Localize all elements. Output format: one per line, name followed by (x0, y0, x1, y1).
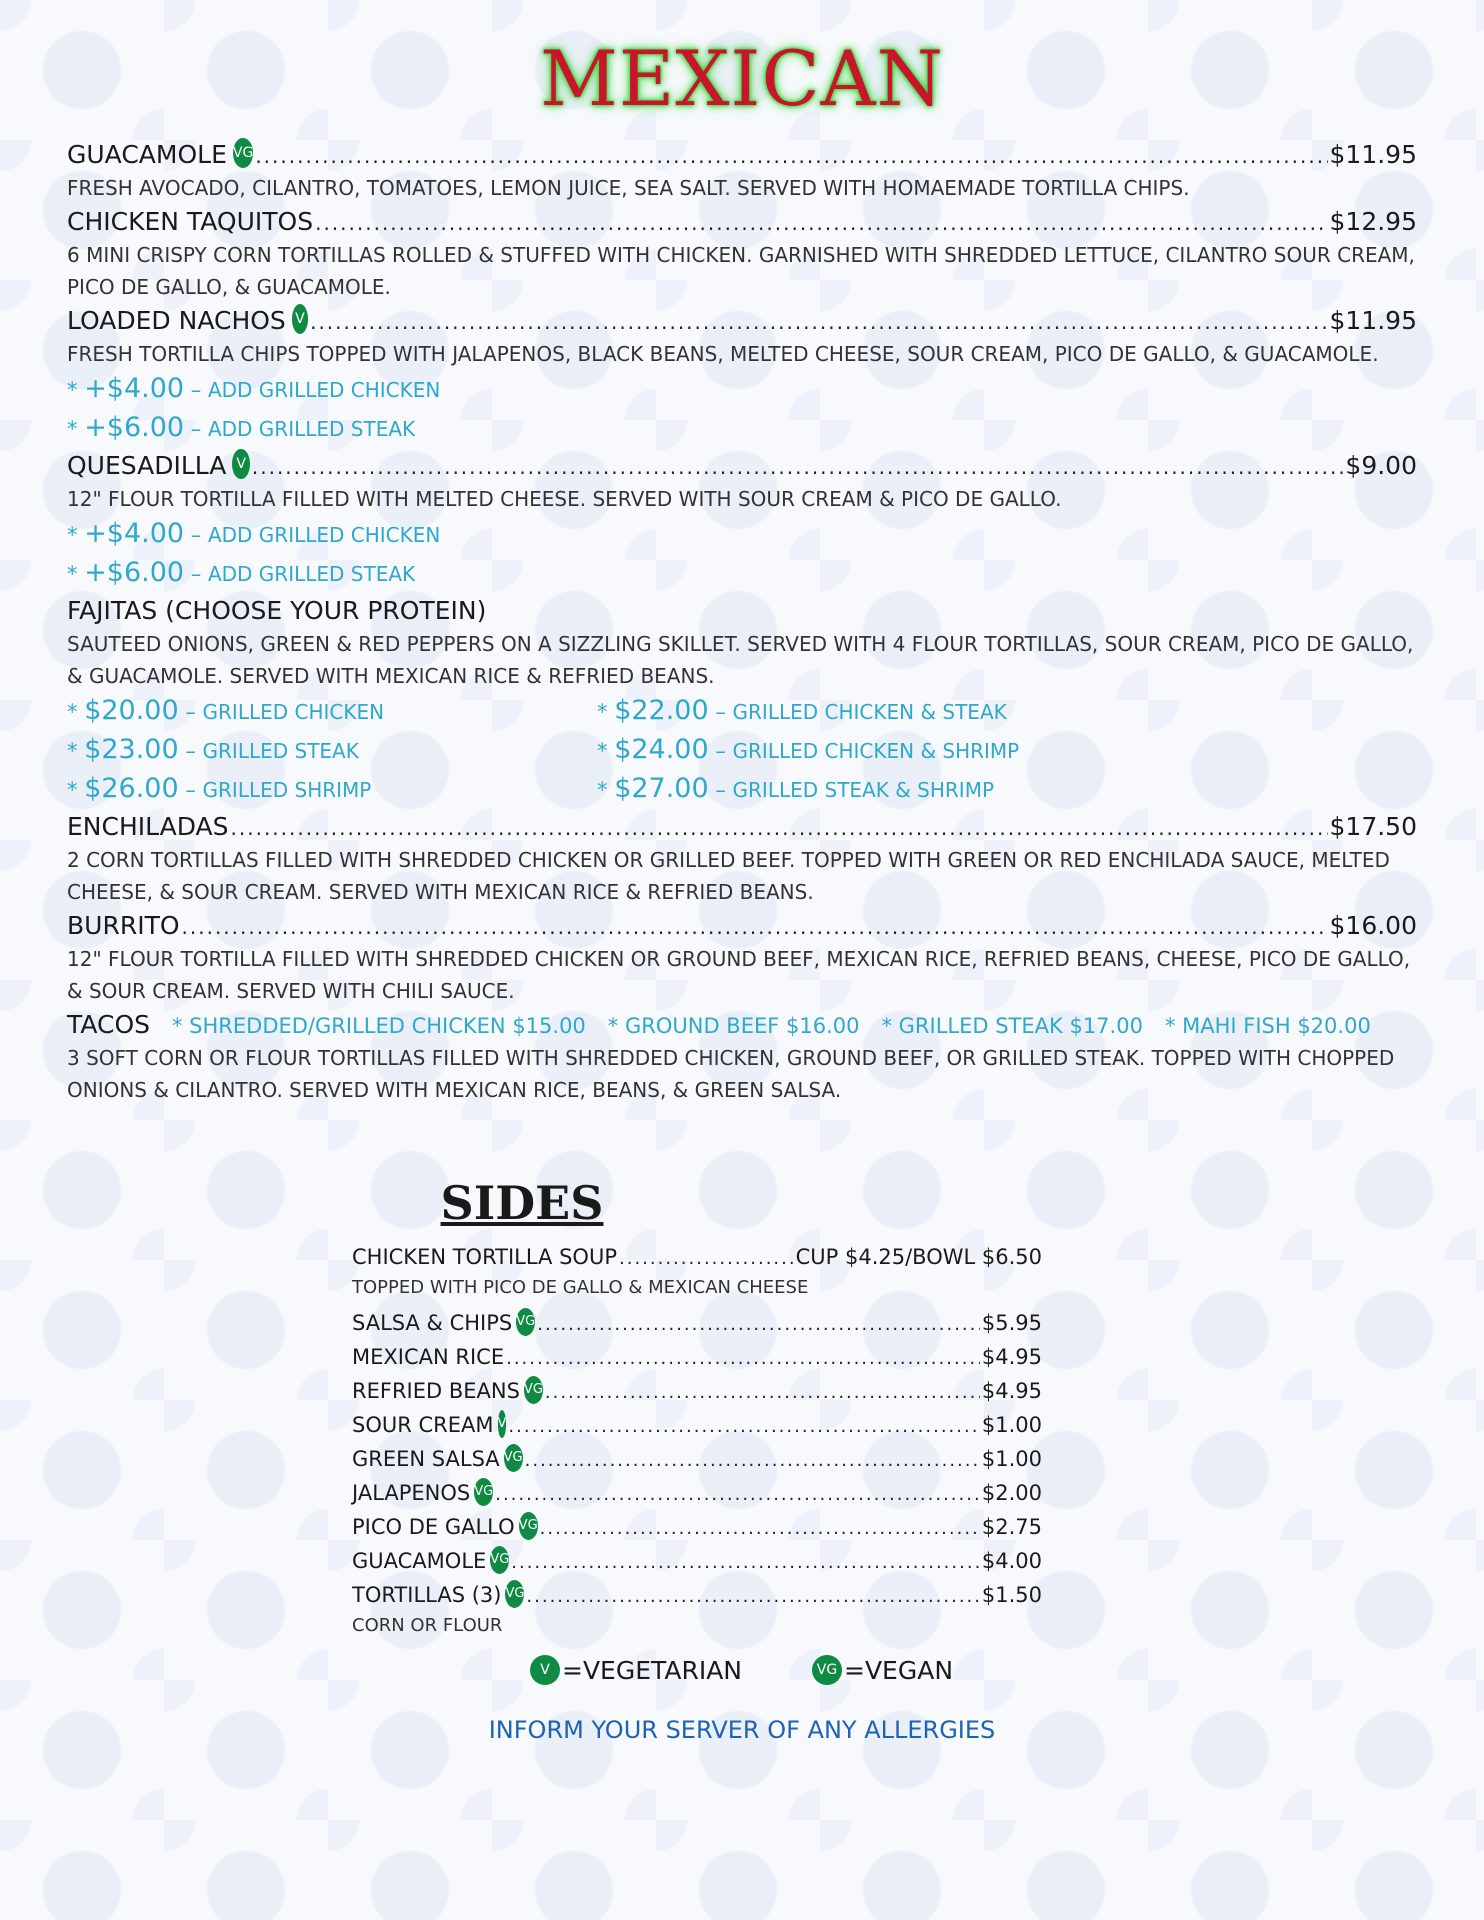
addon-option: * +$6.00 – ADD GRILLED STEAK (67, 412, 416, 443)
side-price: $4.95 (981, 1379, 1042, 1403)
item-description: 12" FLOUR TORTILLA FILLED WITH MELTED CHEESE. SERVED WITH SOUR CREAM & PICO DE GALLO. (67, 487, 1062, 511)
dot-leader (315, 206, 1327, 241)
option-label: GRILLED STEAK & SHRIMP (732, 778, 995, 802)
item-description: FRESH AVOCADO, CILANTRO, TOMATOES, LEMON JUICE, SEA SALT. SERVED WITH HOMAEMADE TORTILLA CHIPS. (67, 176, 1190, 200)
vegan-badge-icon: VG (474, 1478, 493, 1506)
sides-section (352, 1176, 1042, 1640)
protein-option: * $26.00 – GRILLED SHRIMP (67, 773, 372, 804)
option-label: GRILLED CHICKEN (202, 700, 385, 724)
menu-item-guacamole (67, 137, 1417, 204)
menu-item-burrito (67, 908, 1417, 1007)
side-item (352, 1240, 1042, 1274)
side-note: TOPPED WITH PICO DE GALLO & MEXICAN CHEESE (352, 1277, 809, 1298)
option-price: $24.00 (614, 734, 709, 765)
item-price: $11.95 (1329, 306, 1417, 335)
option-price: $27.00 (614, 773, 709, 804)
menu-item-quesadilla (67, 448, 1417, 593)
dot-leader (511, 1546, 980, 1580)
item-price: $12.95 (1329, 207, 1417, 236)
item-description: 12" FLOUR TORTILLA FILLED WITH SHREDDED CHICKEN OR GROUND BEEF, MEXICAN RICE, REFRIED BEANS, CHEESE, PICO DE GALLO, & SOUR CREAM. SERVED WITH CHILI SAUCE. (67, 947, 1411, 1003)
side-item (352, 1544, 1042, 1578)
side-price: $1.00 (981, 1447, 1042, 1471)
legend-label: =VEGETARIAN (562, 1656, 742, 1685)
dot-leader (545, 1376, 980, 1410)
dot-leader (508, 1410, 979, 1444)
item-name: CHICKEN TAQUITOS (67, 207, 314, 236)
addon-price: +$4.00 (84, 373, 185, 404)
allergy-note: INFORM YOUR SERVER OF ANY ALLERGIES (488, 1716, 996, 1744)
menu-item-tacos (67, 1007, 1417, 1106)
side-name: GUACAMOLE (352, 1549, 487, 1573)
side-item (352, 1578, 1042, 1612)
item-name: LOADED NACHOS (67, 306, 286, 335)
item-description: SAUTEED ONIONS, GREEN & RED PEPPERS ON A SIZZLING SKILLET. SERVED WITH 4 FLOUR TORTILLAS, SOUR CREAM, PICO DE GALLO, & GUACAMOLE. SERVED WITH MEXICAN RICE & REFRIED BEANS. (67, 632, 1414, 688)
side-name: GREEN SALSA (352, 1447, 500, 1471)
side-name: TORTILLAS (3) (352, 1583, 502, 1607)
item-name: GUACAMOLE (67, 140, 227, 169)
option-label: GRILLED SHRIMP (202, 778, 372, 802)
vegan-badge-icon: VG (812, 1655, 842, 1685)
side-price: CUP $4.25/BOWL $6.50 (795, 1245, 1042, 1269)
dot-leader (255, 139, 1327, 174)
protein-option: * $27.00 – GRILLED STEAK & SHRIMP (597, 773, 995, 804)
addon-label: ADD GRILLED CHICKEN (207, 523, 441, 547)
side-price: $1.00 (981, 1413, 1042, 1437)
item-price: $9.00 (1345, 451, 1417, 480)
addon-option: * +$4.00 – ADD GRILLED CHICKEN (67, 518, 441, 549)
taco-option: * GROUND BEEF $16.00 (607, 1014, 860, 1038)
vegetarian-badge-icon: V (292, 304, 308, 334)
side-name: PICO DE GALLO (352, 1515, 515, 1539)
item-name: TACOS (67, 1010, 150, 1039)
option-label: GRILLED CHICKEN & SHRIMP (732, 739, 1020, 763)
vegan-badge-icon: VG (524, 1376, 543, 1404)
option-price: $20.00 (84, 695, 179, 726)
taco-option: * MAHI FISH $20.00 (1164, 1014, 1371, 1038)
dot-leader (182, 910, 1328, 945)
protein-option: * $22.00 – GRILLED CHICKEN & STEAK (597, 695, 1007, 726)
item-price: $17.50 (1329, 812, 1417, 841)
option-label: GRILLED STEAK (202, 739, 359, 763)
menu-item-loaded-nachos (67, 303, 1417, 448)
protein-option: * $24.00 – GRILLED CHICKEN & SHRIMP (597, 734, 1020, 765)
menu-item-chicken-taquitos (67, 204, 1417, 303)
side-item (352, 1442, 1042, 1476)
dot-leader (525, 1444, 980, 1478)
item-description: 2 CORN TORTILLAS FILLED WITH SHREDDED CHICKEN OR GRILLED BEEF. TOPPED WITH GREEN OR RED ENCHILADA SAUCE, MELTED CHEESE, & SOUR CREAM. SERVED WITH MEXICAN RICE & REFRIED BEANS. (67, 848, 1390, 904)
addon-label: ADD GRILLED STEAK (207, 417, 416, 441)
legend-vegetarian (530, 1656, 742, 1687)
dot-leader (310, 305, 1327, 340)
side-price: $1.50 (981, 1583, 1042, 1607)
side-item (352, 1408, 1042, 1442)
item-description: FRESH TORTILLA CHIPS TOPPED WITH JALAPENOS, BLACK BEANS, MELTED CHEESE, SOUR CREAM, PICO DE GALLO, & GUACAMOLE. (67, 342, 1379, 366)
option-label: GRILLED CHICKEN & STEAK (732, 700, 1007, 724)
dot-leader (619, 1242, 794, 1276)
vegetarian-badge-icon: V (498, 1410, 507, 1438)
item-price: $11.95 (1329, 140, 1417, 169)
side-item (352, 1476, 1042, 1510)
protein-option: * $20.00 – GRILLED CHICKEN (67, 695, 385, 726)
side-name: MEXICAN RICE (352, 1345, 505, 1369)
dot-leader (495, 1478, 980, 1512)
vegan-badge-icon: VG (505, 1580, 524, 1608)
option-price: $26.00 (84, 773, 179, 804)
taco-option: * SHREDDED/GRILLED CHICKEN $15.00 (172, 1014, 586, 1038)
vegan-badge-icon: VG (233, 138, 253, 168)
side-price: $4.95 (981, 1345, 1042, 1369)
sides-title: SIDES (440, 1176, 604, 1230)
side-name: JALAPENOS (352, 1481, 471, 1505)
diet-legend (530, 1656, 1030, 1687)
addon-label: ADD GRILLED CHICKEN (207, 378, 441, 402)
item-name: BURRITO (67, 911, 180, 940)
side-name: SALSA & CHIPS (352, 1311, 513, 1335)
addon-price: +$6.00 (84, 412, 185, 443)
side-price: $5.95 (981, 1311, 1042, 1335)
item-description: 3 SOFT CORN OR FLOUR TORTILLAS FILLED WITH SHREDDED CHICKEN, GROUND BEEF, OR GRILLED STEAK. TOPPED WITH CHOPPED ONIONS & CILANTRO. SERVED WITH MEXICAN RICE, BEANS, & GREEN SALSA. (67, 1046, 1395, 1102)
dot-leader (252, 450, 1344, 485)
dot-leader (537, 1308, 980, 1342)
menu-item-fajitas (67, 593, 1417, 809)
dot-leader (506, 1342, 980, 1376)
dot-leader (231, 811, 1328, 846)
side-item (352, 1510, 1042, 1544)
legend-label: =VEGAN (844, 1656, 954, 1685)
protein-options (67, 692, 1417, 809)
side-note: CORN OR FLOUR (352, 1615, 503, 1636)
side-price: $4.00 (981, 1549, 1042, 1573)
side-item (352, 1374, 1042, 1408)
addon-option: * +$4.00 – ADD GRILLED CHICKEN (67, 373, 441, 404)
addon-price: +$6.00 (84, 557, 185, 588)
vegan-badge-icon: VG (504, 1444, 523, 1472)
dot-leader (526, 1580, 979, 1614)
side-name: REFRIED BEANS (352, 1379, 520, 1403)
addon-option: * +$6.00 – ADD GRILLED STEAK (67, 557, 416, 588)
item-name: FAJITAS (CHOOSE YOUR PROTEIN) (67, 596, 487, 625)
vegan-badge-icon: VG (516, 1308, 535, 1336)
vegetarian-badge-icon: V (530, 1655, 560, 1685)
addon-price: +$4.00 (84, 518, 185, 549)
side-price: $2.00 (981, 1481, 1042, 1505)
item-name: ENCHILADAS (67, 812, 229, 841)
legend-vegan (812, 1656, 953, 1687)
item-name: QUESADILLA (67, 451, 227, 480)
side-item (352, 1306, 1042, 1340)
vegan-badge-icon: VG (490, 1546, 509, 1574)
mexican-menu (67, 137, 1417, 1106)
option-price: $23.00 (84, 734, 179, 765)
side-item (352, 1340, 1042, 1374)
taco-option: * GRILLED STEAK $17.00 (881, 1014, 1143, 1038)
dot-leader (540, 1512, 980, 1546)
menu-title: MEXICAN (540, 34, 944, 123)
side-price: $2.75 (981, 1515, 1042, 1539)
menu-item-enchiladas (67, 809, 1417, 908)
option-price: $22.00 (614, 695, 709, 726)
addon-label: ADD GRILLED STEAK (207, 562, 416, 586)
item-price: $16.00 (1329, 911, 1417, 940)
side-name: SOUR CREAM (352, 1413, 494, 1437)
item-description: 6 MINI CRISPY CORN TORTILLAS ROLLED & STUFFED WITH CHICKEN. GARNISHED WITH SHREDDED LETTUCE, CILANTRO SOUR CREAM, PICO DE GALLO, & GUACAMOLE. (67, 243, 1415, 299)
vegetarian-badge-icon: V (232, 449, 250, 479)
protein-option: * $23.00 – GRILLED STEAK (67, 734, 359, 765)
vegan-badge-icon: VG (519, 1512, 538, 1540)
side-name: CHICKEN TORTILLA SOUP (352, 1245, 617, 1269)
